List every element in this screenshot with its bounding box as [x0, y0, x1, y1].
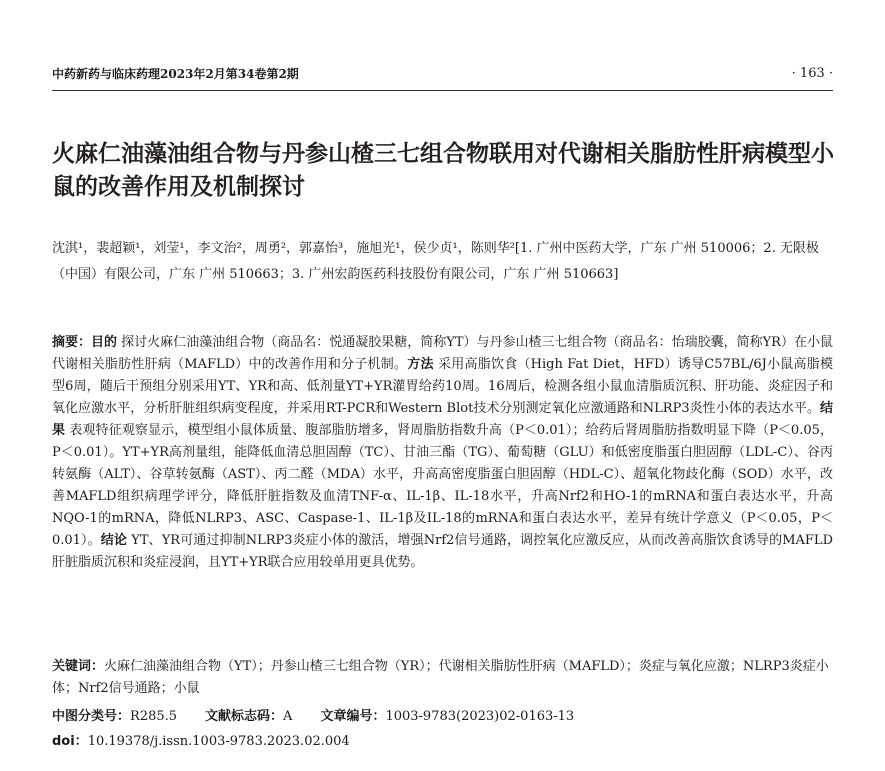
page-number: · 163 · — [791, 66, 833, 81]
objective-label: 目的 — [91, 335, 118, 350]
results-text: 表观特征观察显示，模型组小鼠体质量、腹部脂肪增多，肾周脂肪指数升高（P＜0.01）；给药后肾周脂肪指数明显下降（P＜0.05，P＜0.01）。YT+YR高剂量组，能降低血清总胆固醇（TC）、甘油三酯（TG）、葡萄糖（GLU）和低密度脂蛋白胆固醇（LDL-C）、谷丙转氨酶（ALT）、谷草转氨酶（AST）、丙二醛（MDA）水平，升高高密度脂蛋白胆固醇（HDL-C）、超氧化物歧化酶（SOD）水平，改善MAFLD组织病理学评分，降低肝脏指数及血清TNF-α、IL-1β、IL-18水平，升高Nrf2和HO-1的mRNA和蛋白表达水平，升高NQO-1的mRNA，降低NLRP3、ASC、Caspase-1、IL-1β及IL-18的mRNA和蛋白表达水平，差异有统计学意义（P＜0.05，P＜0.01）。 — [52, 423, 833, 548]
methods-label: 方法 — [407, 357, 434, 372]
running-header — [52, 64, 833, 84]
results-label: 结果 — [52, 401, 833, 438]
conclusion-text: YT、YR可通过抑制NLRP3炎症小体的激活，增强Nrf2信号通路，调控氧化应激反应，从而改善高脂饮食诱导的MAFLD肝脏脂质沉积和炎症浸润，且YT+YR联合应用较单用更具优势。 — [52, 533, 833, 570]
header-rule — [52, 90, 833, 91]
doi-line — [52, 731, 833, 753]
doc-code-label: 文献标志码： — [205, 709, 284, 724]
objective-text: 探讨火麻仁油藻油组合物（商品名：悦通凝胶果糖，简称YT）与丹参山楂三七组合物（商品名：怡瑞胶囊，简称YR）在小鼠代谢相关脂肪性肝病（MAFLD）中的改善作用和分子机制。 — [52, 335, 833, 372]
clc-value: R285.5 — [130, 709, 178, 724]
author-affiliations: 沈淇¹，裴超颖¹，刘莹¹，李文治²，周勇²，郭嘉怡³，施旭光¹，侯少贞¹，陈则华²[1. 广州中医药大学，广东 广州 510006；2. 无限极（中国）有限公司，广东 广州 510663；3. 广州宏韵医药科技股份有限公司，广东 广州 510663] — [52, 241, 819, 282]
doi-label: doi： — [52, 734, 88, 749]
article-no-value: 1003-9783(2023)02-0163-13 — [385, 709, 575, 724]
journal-citation: 中药新药与临床药理2023年2月第34卷第2期 — [52, 67, 299, 81]
conclusion-label: 结论 — [100, 533, 127, 548]
doi-value[interactable]: 10.19378/j.issn.1003-9783.2023.02.004 — [87, 734, 350, 749]
classification-line — [52, 706, 833, 728]
article-title: 火麻仁油藻油组合物与丹参山楂三七组合物联用对代谢相关脂肪性肝病模型小鼠的改善作用及机制探讨 — [52, 141, 834, 200]
methods-text: 采用高脂饮食（High Fat Diet，HFD）诱导C57BL/6J小鼠高脂模型6周，随后干预组分别采用YT、YR和高、低剂量YT+YR灌胃给药10周。16周后，检测各组小鼠血清脂质沉积、肝功能、炎症因子和氧化应激水平，分析肝脏组织病变程度，并采用RT-PCR和Western Blot技术分别测定氧化应激通路和NLRP3炎性小体的表达水平。 — [52, 357, 833, 416]
keywords-label: 关键词： — [52, 659, 105, 674]
keywords — [52, 656, 833, 700]
abstract-label: 摘要： — [52, 335, 92, 350]
abstract — [52, 332, 833, 574]
clc-label: 中图分类号： — [52, 709, 131, 724]
keywords-text: 火麻仁油藻油组合物（YT）；丹参山楂三七组合物（YR）；代谢相关脂肪性肝病（MAFLD）；炎症与氧化应激；NLRP3炎症小体；Nrf2信号通路；小鼠 — [52, 659, 829, 696]
article-no-label: 文章编号： — [320, 709, 386, 724]
doc-code-value: A — [283, 709, 293, 724]
